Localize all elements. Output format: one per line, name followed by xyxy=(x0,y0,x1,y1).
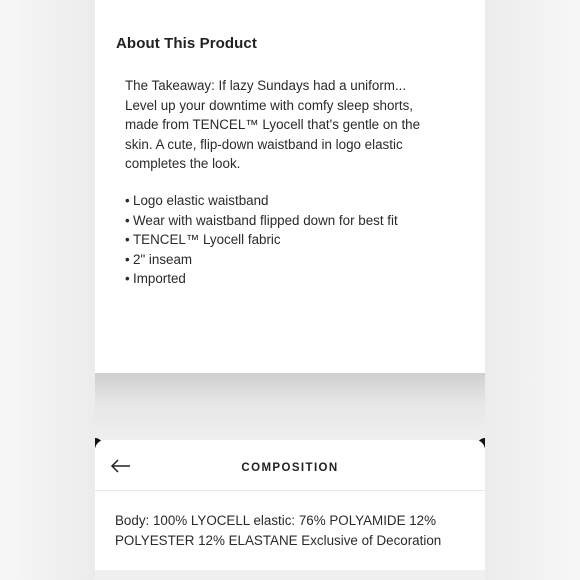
feature-text: Logo elastic waistband xyxy=(133,193,269,208)
bullet-dot: • xyxy=(125,251,130,267)
feature-item xyxy=(125,269,455,289)
bullet-dot: • xyxy=(125,271,130,286)
composition-line: POLYESTER 12% ELASTANE Exclusive of Decoration xyxy=(115,533,442,548)
composition-line: Body: 100% LYOCELL elastic: 76% POLYAMIDE 12% xyxy=(115,513,437,528)
about-product-title: About This Product xyxy=(116,35,257,52)
feature-item xyxy=(125,211,455,231)
feature-item xyxy=(125,230,455,250)
feature-text: Imported xyxy=(133,271,186,286)
description-line: made from TENCEL™ Lyocell that's gentle on the xyxy=(125,117,421,132)
right-backdrop xyxy=(485,0,580,580)
sheet-header xyxy=(95,440,485,491)
sheet-overlay-shadow xyxy=(95,373,485,440)
description-line: Level up your downtime with comfy sleep shorts, xyxy=(125,97,414,113)
product-description xyxy=(125,76,455,174)
composition-text xyxy=(115,511,475,551)
description-line: skin. A cute, flip-down waistband in logo elastic xyxy=(125,136,403,152)
description-line: completes the look. xyxy=(125,156,241,171)
left-backdrop xyxy=(0,0,95,580)
bullet-dot: • xyxy=(125,212,130,228)
bullet-dot: • xyxy=(125,232,130,247)
about-product-card xyxy=(95,0,485,373)
feature-list xyxy=(125,191,455,289)
feature-item xyxy=(125,191,455,211)
bottom-backdrop xyxy=(95,570,485,580)
bullet-dot: • xyxy=(125,193,130,208)
description-line: The Takeaway: If lazy Sundays had a uniform... xyxy=(125,78,407,93)
feature-text: Wear with waistband flipped down for best fit xyxy=(133,212,398,228)
feature-text: TENCEL™ Lyocell fabric xyxy=(133,232,281,247)
sheet-title: COMPOSITION xyxy=(241,462,339,474)
feature-text: 2" inseam xyxy=(133,251,193,267)
feature-item xyxy=(125,250,455,270)
composition-sheet xyxy=(95,440,485,570)
